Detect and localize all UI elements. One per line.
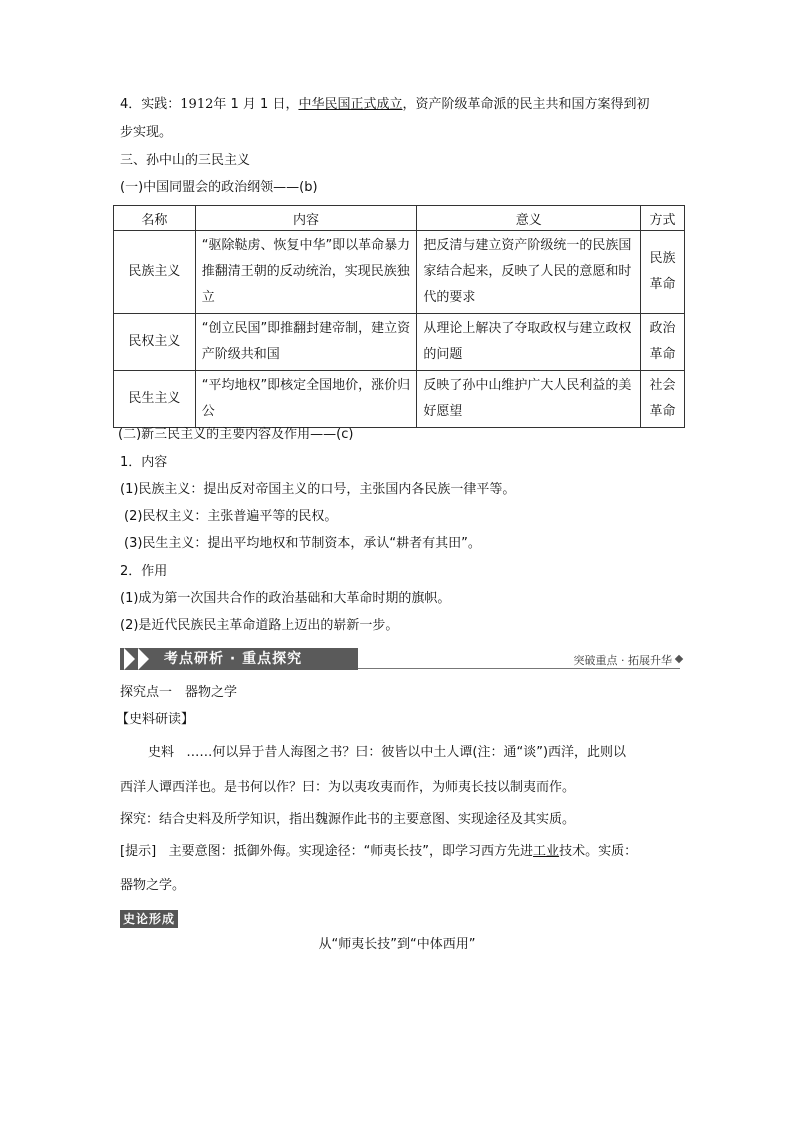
political-program-table <box>113 205 685 428</box>
section-banner <box>120 646 684 672</box>
row-name: 民生主义 <box>114 371 196 428</box>
history-theory-tag: 史论形成 <box>120 910 178 928</box>
table-row <box>114 314 685 371</box>
diamond-icon <box>675 655 683 663</box>
source-line-1 <box>148 744 626 762</box>
subsection2-title: (二)新三民主义的主要内容及作用——(c) <box>118 427 354 442</box>
practice-rest: ，资产阶级革命派的民主共和国方案得到初 <box>402 97 650 112</box>
table-row <box>114 231 685 314</box>
table-header-row <box>114 206 685 231</box>
chevron-icon <box>124 648 135 670</box>
hint-text-a: 主要意图：抵御外侮。实现途径：“师夷长技”，即学习西方先进 <box>168 844 534 859</box>
row-method: 社会革命 <box>641 371 685 428</box>
banner-right-text: 突破重点 · 拓展升华 <box>573 654 672 667</box>
row-meaning: 从理论上解决了夺取政权与建立政权的问题 <box>417 314 641 371</box>
content-heading: 1．内容 <box>120 455 168 470</box>
hint-line-1 <box>120 843 637 861</box>
content-item-3: (3)民生主义：提出平均地权和节制资本，承认“耕者有其田”。 <box>124 536 481 551</box>
chevron-icon <box>138 648 149 670</box>
section3-title: 三、孙中山的三民主义 <box>120 153 251 168</box>
practice-prefix: 4．实践： <box>120 97 181 112</box>
source-line-2: 西洋人谭西洋也。是书何以作？曰：为以夷攻夷而作，为师夷长技以制夷而作。 <box>120 780 576 795</box>
row-name: 民权主义 <box>114 314 196 371</box>
row-content: “创立民国”即推翻封建帝制，建立资产阶级共和国 <box>195 314 417 371</box>
header-meaning: 意义 <box>417 206 641 231</box>
hint-line-2: 器物之学。 <box>120 878 186 893</box>
center-title: 从“师夷长技”到“中体西用” <box>318 937 476 952</box>
role-heading: 2．作用 <box>120 564 168 579</box>
row-meaning: 把反清与建立资产阶级统一的民族国家结合起来，反映了人民的意愿和时代的要求 <box>417 231 641 314</box>
practice-roc: 中华民国 <box>298 97 351 112</box>
row-content: “平均地权”即核定全国地价，涨价归公 <box>195 371 417 428</box>
header-name: 名称 <box>114 206 196 231</box>
practice-roc-after: 正式成立 <box>350 97 403 112</box>
row-meaning: 反映了孙中山维护广大人民利益的美好愿望 <box>417 371 641 428</box>
hint-label: [提示] <box>120 844 157 859</box>
hint-text-c: 技术。实质： <box>559 844 638 859</box>
practice-date: 1912 <box>180 97 214 112</box>
hint-text-b: 工业 <box>533 844 560 859</box>
row-name: 民族主义 <box>114 231 196 314</box>
practice-date-rest: 年 1 月 1 日， <box>213 97 299 112</box>
practice-line-1 <box>120 96 650 114</box>
banner-rule <box>358 668 680 669</box>
role-item-2: (2)是近代民族民主革命道路上迈出的崭新一步。 <box>120 618 399 633</box>
content-item-2: (2)民权主义：主张普遍平等的民权。 <box>124 509 338 524</box>
practice-line-2: 步实现。 <box>120 125 173 140</box>
header-content: 内容 <box>195 206 417 231</box>
source-text-1: ……何以异于昔人海图之书？曰：彼皆以中土人谭(注：通“谈”)西洋，此则以 <box>186 745 627 760</box>
row-method: 民族革命 <box>641 231 685 314</box>
subsection1-title: (一)中国同盟会的政治纲领——(b) <box>120 180 318 195</box>
inquiry-title: 探究点一 器物之学 <box>120 685 238 700</box>
source-heading: 【史料研读】 <box>116 712 195 727</box>
source-label: 史料 <box>148 745 175 760</box>
role-item-1: (1)成为第一次国共合作的政治基础和大革命时期的旗帜。 <box>120 591 451 606</box>
content-item-1: (1)民族主义：提出反对帝国主义的口号，主张国内各民族一律平等。 <box>120 482 516 497</box>
banner-title: 考点研析 · 重点探究 <box>164 651 303 667</box>
row-method: 政治革命 <box>641 314 685 371</box>
header-method: 方式 <box>641 206 685 231</box>
question: 探究：结合史料及所学知识，指出魏源作此书的主要意图、实现途径及其实质。 <box>120 812 576 827</box>
row-content: “驱除鞑虏、恢复中华”即以革命暴力推翻清王朝的反动统治，实现民族独立 <box>195 231 417 314</box>
table-row <box>114 371 685 428</box>
